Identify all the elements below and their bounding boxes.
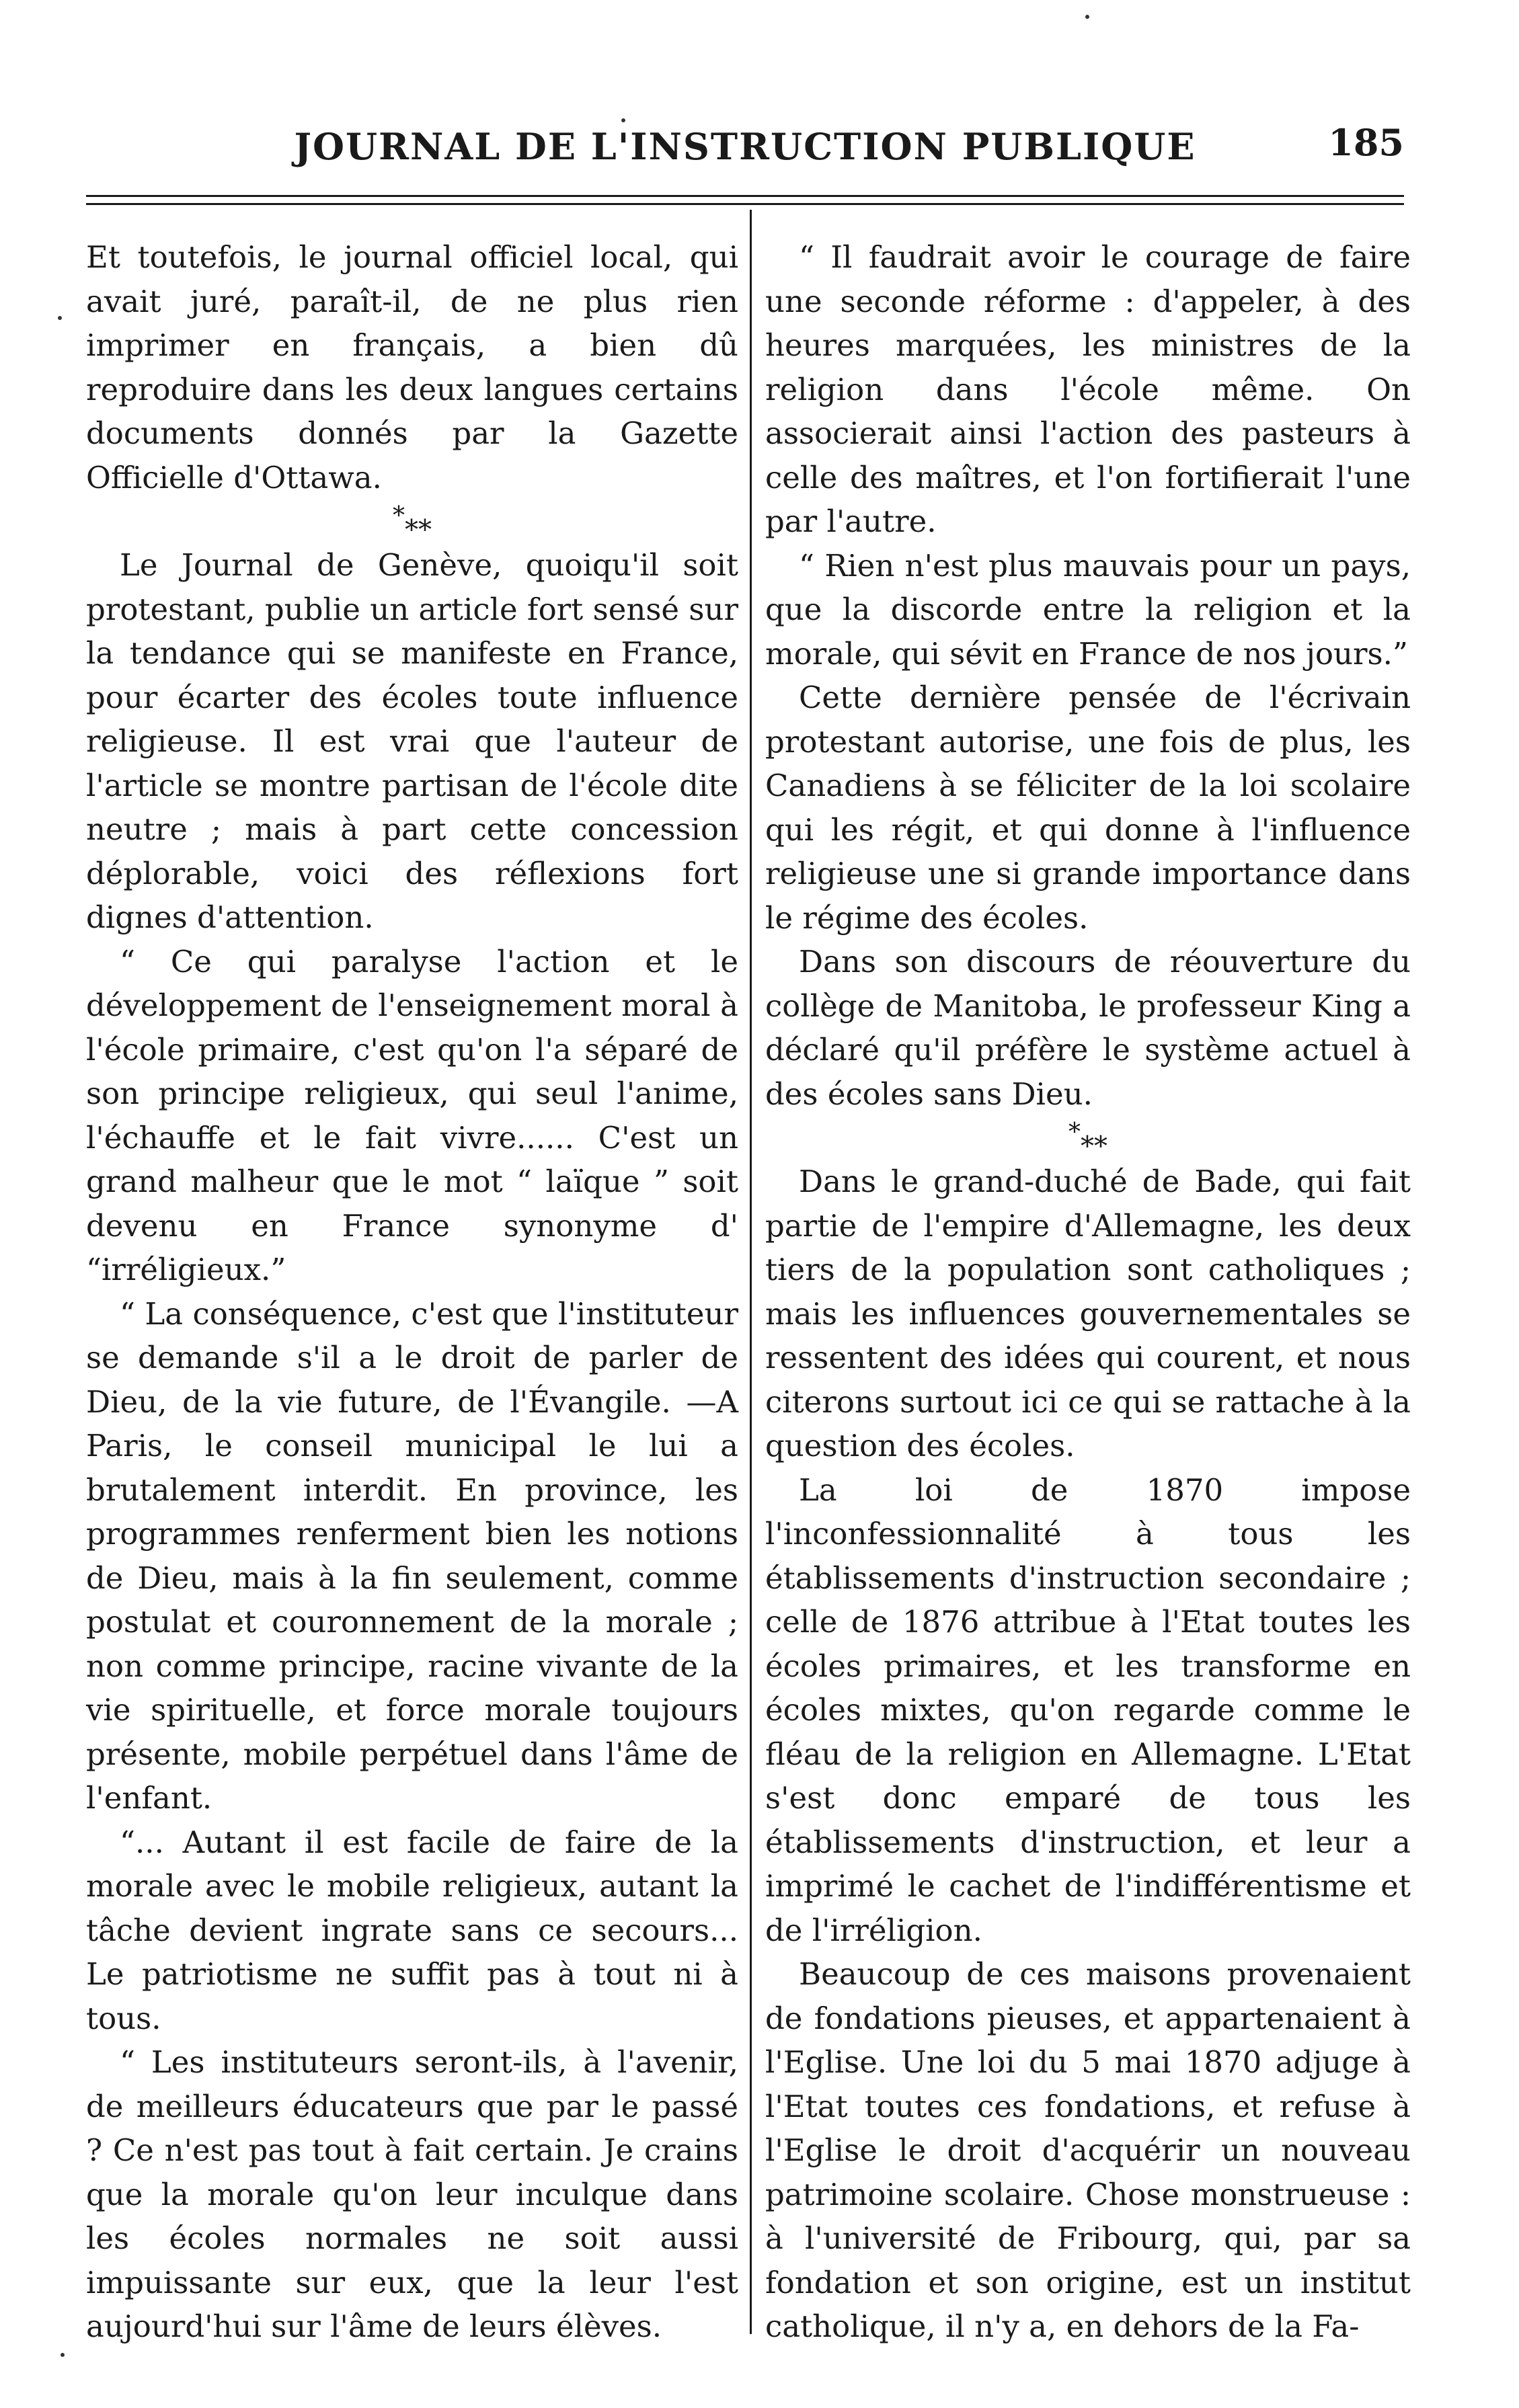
- header-rule-bottom: [86, 203, 1404, 205]
- paragraph-journal-de-geneve: Le Journal de Genève, quoiqu'il soit protestant, publie un article fort sensé sur la tendance qui se manifeste en France, pour écarter des écoles toute influence religieuse. Il est vrai que l'auteur de l'article se montre partisan de l'école dite neutre ; mais à part cette concession déplorable, voici des réflexions fort dignes d'attention.: [86, 547, 738, 935]
- page-number: 185: [1328, 121, 1404, 164]
- asterism-separator: ***: [1068, 1119, 1107, 1162]
- print-speck: [1085, 15, 1089, 19]
- paragraph-derniere-pensee: Cette dernière pensée de l'écrivain protestant autorise, une fois de plus, les Canadiens à se féliciter de la loi scolaire qui les régit, et qui donne à l'influence religieuse une si grande importance dans le régime des écoles.: [765, 680, 1411, 936]
- paragraph-manitoba: Dans son discours de réouverture du collège de Manitoba, le professeur King a déclaré qu'il préfère le système actuel à des écoles sans Dieu.: [765, 944, 1411, 1112]
- paragraph-quote-discorde: “ Rien n'est plus mauvais pour un pays, que la discorde entre la religion et la morale, qui sévit en France de nos jours.”: [765, 547, 1411, 672]
- asterism-separator: ***: [393, 502, 432, 546]
- print-speck: [621, 118, 625, 122]
- print-speck: [58, 316, 62, 320]
- column-divider: [750, 210, 752, 2334]
- print-speck: [61, 2353, 65, 2357]
- header-rule-top: [86, 195, 1404, 197]
- left-column: [86, 235, 738, 2349]
- paragraph-quote-autant: “... Autant il est facile de faire de la morale avec le mobile religieux, autant la tâche devient ingrate sans ce secours... Le patriotisme ne suffit pas à tout ni à tous.: [86, 1824, 738, 2036]
- paragraph-official-journal: Et toutefois, le journal officiel local, qui avait juré, paraît-il, de ne plus rien imprimer en français, a bien dû reproduire dans les deux langues certains documents donnés par la Gazette Officielle d'Ottawa.: [86, 239, 738, 495]
- paragraph-quote-consequence: “ La conséquence, c'est que l'instituteur se demande s'il a le droit de parler de Dieu, de la vie future, de l'Évangile. —A Paris, le conseil municipal le lui a brutalement interdit. En province, les programmes renferment bien les notions de Dieu, mais à la fin seulement, comme postulat et couronnement de la morale ; non comme principe, racine vivante de la vie spirituelle, et force morale toujours présente, mobile perpétuel dans l'âme de l'enfant.: [86, 1295, 738, 1816]
- paragraph-fondations: Beaucoup de ces maisons provenaient de fondations pieuses, et appartenaient à l'Eglise. Une loi du 5 mai 1870 adjuge à l'Etat toutes ces fondations, et refuse à l'Eglise le droit d'acquérir un nouveau patrimoine scolaire. Chose monstrueuse : à l'université de Fribourg, qui, par sa fondation et son origine, est un institut catholique, il n'y a, en dehors de la Fa-: [765, 1956, 1411, 2344]
- paragraph-bade: Dans le grand-duché de Bade, qui fait partie de l'empire d'Allemagne, les deux tiers de la population sont catholiques ; mais les influences gouvernementales se ressentent des idées qui courent, et nous citerons surtout ici ce qui se rattache à la question des écoles.: [765, 1164, 1411, 1463]
- journal-title: JOURNAL DE L'INSTRUCTION PUBLIQUE: [294, 125, 1196, 168]
- page-header: [86, 121, 1404, 175]
- right-column: [765, 235, 1411, 2349]
- paragraph-loi-1870: La loi de 1870 impose l'inconfessionnalité à tous les établissements d'instruction secondaire ; celle de 1876 attribue à l'Etat toutes les écoles primaires, et les transforme en écoles mixtes, qu'on regarde comme le fléau de la religion en Allemagne. L'Etat s'est donc emparé de tous les établissements d'instruction, et leur a imprimé le cachet de l'indifférentisme et de l'irréligion.: [765, 1472, 1411, 1948]
- paragraph-quote-reforme: “ Il faudrait avoir le courage de faire une seconde réforme : d'appeler, à des heures marquées, les ministres de la religion dans l'école même. On associerait ainsi l'action des pasteurs à celle des maîtres, et l'on fortifierait l'une par l'autre.: [765, 239, 1411, 539]
- paragraph-quote-paralyse: “ Ce qui paralyse l'action et le développement de l'enseignement moral à l'école primaire, c'est qu'on l'a séparé de son principe religieux, qui seul l'anime, l'échauffe et le fait vivre...... C'est un grand malheur que le mot “ laïque ” soit devenu en France synonyme d' “irréligieux.”: [86, 943, 738, 1287]
- paragraph-quote-instituteurs: “ Les instituteurs seront-ils, à l'avenir, de meilleurs éducateurs que par le passé ? Ce n'est pas tout à fait certain. Je crains que la morale qu'on leur inculque dans les écoles normales ne soit aussi impuissante sur eux, que la leur l'est aujourd'hui sur l'âme de leurs élèves.: [86, 2044, 738, 2344]
